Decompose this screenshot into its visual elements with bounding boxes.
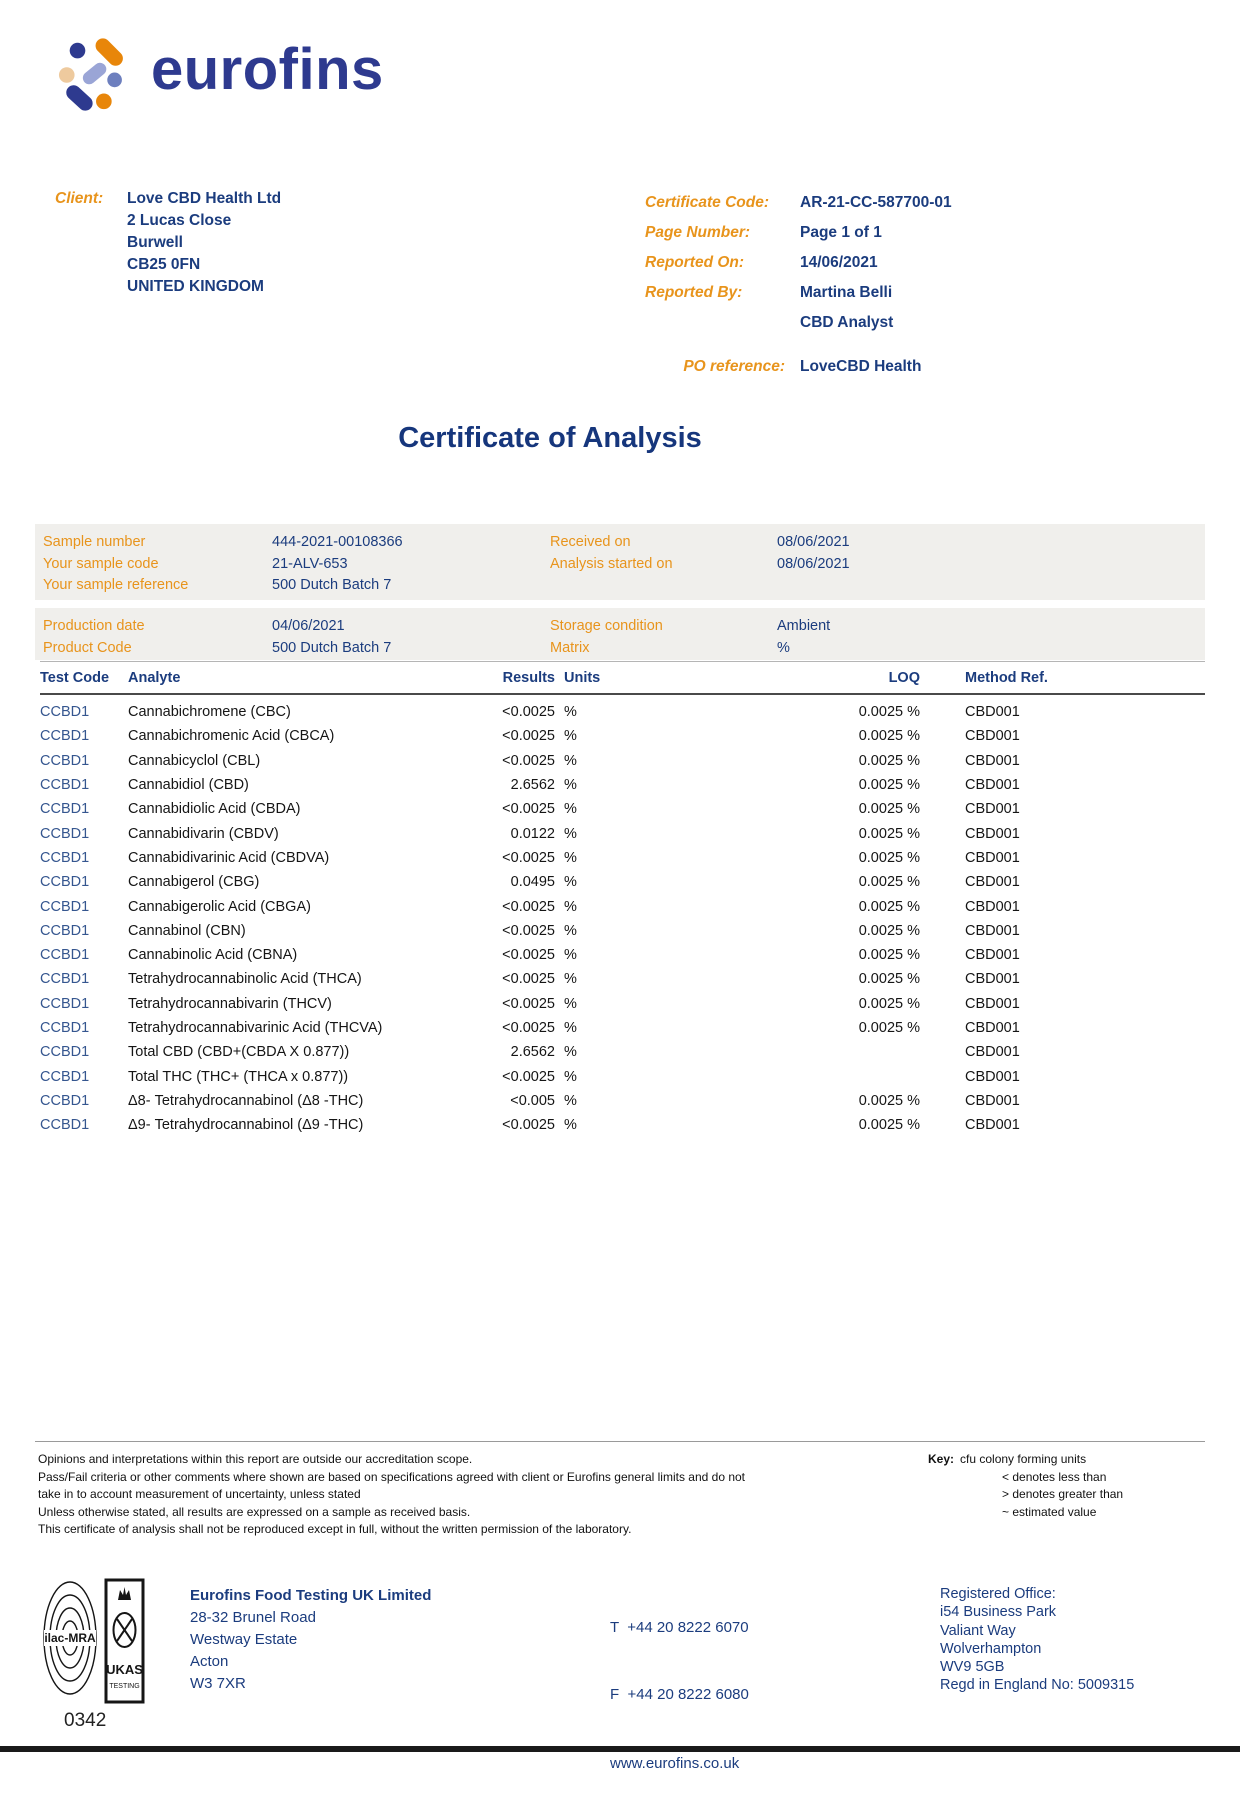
production-info-row <box>43 616 1205 638</box>
loq-cell: 0.0025 % <box>858 849 920 866</box>
info-label: Your sample reference <box>43 577 189 593</box>
loq-cell: 0.0025 % <box>858 704 920 721</box>
table-row <box>40 943 1205 967</box>
info-label: Product Code <box>43 639 132 656</box>
footer-company-name: Eurofins Food Testing UK Limited <box>190 1587 432 1604</box>
test-code-cell: CCBD1 <box>40 874 90 891</box>
report-meta-row <box>645 248 1205 278</box>
footer-registered-line: Regd in England No: 5009315 <box>940 1677 1135 1694</box>
loq-cell: 0.0025 % <box>858 1117 920 1134</box>
analyte-cell: Δ9- Tetrahydrocannabinol (Δ9 -THC) <box>128 1117 364 1134</box>
info-value: 08/06/2021 <box>777 534 850 550</box>
test-code-cell: CCBD1 <box>40 801 90 818</box>
info-label: Received on <box>550 534 631 550</box>
result-cell: <0.0025 <box>502 947 555 964</box>
loq-cell: 0.0025 % <box>858 1020 920 1036</box>
unit-cell: % <box>564 777 577 794</box>
info-value: Ambient <box>777 618 831 634</box>
unit-cell: % <box>564 1044 577 1061</box>
unit-cell: % <box>564 874 577 891</box>
sample-info-rows <box>43 532 1205 597</box>
analyte-cell: Cannabichromenic Acid (CBCA) <box>128 728 335 745</box>
footer-contact-block <box>610 1585 749 1806</box>
loq-cell: 0.0025 % <box>858 898 920 915</box>
unit-cell: % <box>564 849 577 866</box>
analyte-cell: Δ8- Tetrahydrocannabinol (Δ8 -THC) <box>128 1092 364 1109</box>
test-code-cell: CCBD1 <box>40 971 90 988</box>
key-item: > denotes greater than <box>1002 1487 1124 1502</box>
info-value: 500 Dutch Batch 7 <box>272 639 392 656</box>
footer-company-block <box>190 1585 431 1695</box>
page-bottom-edge <box>0 1746 1240 1752</box>
result-cell: <0.0025 <box>502 1020 555 1036</box>
analyte-cell: Cannabidiol (CBD) <box>128 777 249 794</box>
unit-cell: % <box>564 898 577 915</box>
method-ref-cell: CBD001 <box>965 1068 1020 1085</box>
client-address <box>127 188 281 298</box>
table-row <box>40 846 1205 870</box>
disclaimer-line: Pass/Fail criteria or other comments where shown are based on specifications agreed with client or Eurofins general limits and do not <box>38 1469 746 1484</box>
analyte-cell: Cannabigerolic Acid (CBGA) <box>128 898 311 915</box>
analyte-cell: Cannabidivarin (CBDV) <box>128 825 279 842</box>
report-meta-rows <box>645 188 1205 338</box>
loq-cell: 0.0025 % <box>858 947 920 964</box>
analyte-cell: Total THC (THC+ (THCA x 0.877)) <box>128 1068 349 1085</box>
method-ref-cell: CBD001 <box>965 995 1020 1012</box>
loq-cell: 0.0025 % <box>858 971 920 988</box>
footer-registered-lines <box>940 1585 1134 1695</box>
analyte-cell: Cannabidivarinic Acid (CBDVA) <box>128 849 330 866</box>
method-ref-cell: CBD001 <box>965 728 1020 745</box>
footer-address-line: W3 7XR <box>190 1675 246 1692</box>
test-code-cell: CCBD1 <box>40 898 90 915</box>
method-ref-cell: CBD001 <box>965 922 1020 939</box>
info-value: 444-2021-00108366 <box>272 534 403 550</box>
report-meta-row <box>645 218 1205 248</box>
report-meta-row <box>645 278 1205 308</box>
table-row <box>40 1064 1205 1088</box>
meta-value: 14/06/2021 <box>800 254 878 271</box>
ukas-accreditation-number: 0342 <box>64 1710 107 1731</box>
disclaimer-line: take in to account measurement of uncertainty, unless stated <box>38 1487 361 1502</box>
meta-value: Page 1 of 1 <box>800 224 882 241</box>
po-reference-value: LoveCBD Health <box>800 358 922 375</box>
method-ref-cell: CBD001 <box>965 849 1020 866</box>
meta-value: AR-21-CC-587700-01 <box>800 194 952 211</box>
test-code-cell: CCBD1 <box>40 777 90 794</box>
client-label: Client: <box>55 190 104 207</box>
table-row <box>40 992 1205 1016</box>
disclaimer-block <box>38 1451 833 1539</box>
info-value: % <box>777 639 790 656</box>
col-header-test-code: Test Code <box>40 670 110 686</box>
method-ref-cell: CBD001 <box>965 801 1020 818</box>
eurofins-dots-icon <box>57 34 139 116</box>
meta-label: Reported By: <box>645 284 743 301</box>
col-header-method-ref: Method Ref. <box>965 670 1048 686</box>
result-cell: <0.0025 <box>502 922 555 939</box>
loq-cell: 0.0025 % <box>858 1092 920 1109</box>
loq-cell: 0.0025 % <box>858 728 920 745</box>
key-block <box>928 1451 1123 1521</box>
unit-cell: % <box>564 1020 577 1036</box>
info-label: Your sample code <box>43 555 159 572</box>
result-cell: <0.0025 <box>502 1117 555 1134</box>
accreditation-logos-icon <box>43 1578 145 1706</box>
meta-label: Reported On: <box>645 254 745 271</box>
info-value <box>777 575 1205 597</box>
method-ref-cell: CBD001 <box>965 1117 1020 1134</box>
info-value: 08/06/2021 <box>777 555 850 572</box>
test-code-cell: CCBD1 <box>40 995 90 1012</box>
key-first-value: cfu colony forming units <box>960 1452 1087 1466</box>
table-row <box>40 773 1205 797</box>
table-row <box>40 919 1205 943</box>
sample-info-row <box>43 532 1205 554</box>
client-address-line: UNITED KINGDOM <box>127 278 264 295</box>
footer-registered-line: Registered Office: <box>940 1586 1056 1602</box>
footer-company-address <box>190 1607 431 1695</box>
result-cell: <0.0025 <box>502 849 555 866</box>
result-cell: 0.0495 <box>510 874 555 891</box>
production-info-rows <box>43 616 1205 659</box>
po-reference-label: PO reference: <box>683 358 785 375</box>
unit-cell: % <box>564 947 577 964</box>
svg-text:ilac-MRA: ilac-MRA <box>44 1631 96 1645</box>
loq-cell: 0.0025 % <box>858 801 920 818</box>
table-row <box>40 749 1205 773</box>
results-table <box>40 661 1205 1137</box>
table-row <box>40 870 1205 894</box>
test-code-cell: CCBD1 <box>40 922 90 939</box>
eurofins-logo <box>57 34 384 116</box>
client-block <box>55 188 281 298</box>
unit-cell: % <box>564 728 577 745</box>
footer-registered-line: Valiant Way <box>940 1622 1016 1639</box>
analyte-cell: Cannabidiolic Acid (CBDA) <box>128 801 301 818</box>
key-item: < denotes less than <box>1002 1469 1107 1484</box>
table-row <box>40 1016 1205 1040</box>
test-code-cell: CCBD1 <box>40 825 90 842</box>
analyte-cell: Total CBD (CBD+(CBDA X 0.877)) <box>128 1044 350 1061</box>
col-header-analyte: Analyte <box>128 670 181 686</box>
method-ref-cell: CBD001 <box>965 1020 1020 1036</box>
production-info-row <box>43 638 1205 660</box>
result-cell: <0.0025 <box>502 801 555 818</box>
result-cell: <0.0025 <box>502 728 555 745</box>
loq-cell: 0.0025 % <box>858 825 920 842</box>
analyte-cell: Cannabinol (CBN) <box>128 922 246 939</box>
test-code-cell: CCBD1 <box>40 947 90 964</box>
analyte-cell: Tetrahydrocannabivarin (THCV) <box>128 995 332 1012</box>
analyte-cell: Cannabinolic Acid (CBNA) <box>128 947 298 964</box>
unit-cell: % <box>564 825 577 842</box>
sample-info-block <box>35 524 1205 600</box>
loq-cell: 0.0025 % <box>858 922 920 939</box>
method-ref-cell: CBD001 <box>965 825 1020 842</box>
results-table-header <box>40 661 1205 695</box>
unit-cell: % <box>564 1068 577 1085</box>
sample-info-row <box>43 554 1205 576</box>
result-cell: <0.0025 <box>502 995 555 1012</box>
test-code-cell: CCBD1 <box>40 1068 90 1085</box>
unit-cell: % <box>564 971 577 988</box>
disclaimer-lines <box>38 1451 833 1539</box>
test-code-cell: CCBD1 <box>40 849 90 866</box>
eurofins-logotype: eurofins <box>151 37 384 102</box>
table-row <box>40 797 1205 821</box>
analyte-cell: Tetrahydrocannabinolic Acid (THCA) <box>128 971 362 988</box>
test-code-cell: CCBD1 <box>40 704 90 721</box>
result-cell: <0.0025 <box>502 704 555 721</box>
unit-cell: % <box>564 801 577 818</box>
unit-cell: % <box>564 995 577 1012</box>
table-row <box>40 1089 1205 1113</box>
info-label: Sample number <box>43 534 146 550</box>
info-value: 04/06/2021 <box>272 618 345 634</box>
meta-label: Page Number: <box>645 224 751 241</box>
page-title: Certificate of Analysis <box>398 422 702 454</box>
info-label: Matrix <box>550 639 590 656</box>
test-code-cell: CCBD1 <box>40 728 90 745</box>
method-ref-cell: CBD001 <box>965 752 1020 769</box>
po-reference-row <box>645 352 1205 382</box>
col-header-results: Results <box>502 670 555 686</box>
footer-registered-line: WV9 5GB <box>940 1659 1005 1676</box>
method-ref-cell: CBD001 <box>965 874 1020 891</box>
analyte-cell: Cannabigerol (CBG) <box>128 874 260 891</box>
analyte-cell: Cannabichromene (CBC) <box>128 704 291 721</box>
unit-cell: % <box>564 1092 577 1109</box>
result-cell: <0.0025 <box>502 971 555 988</box>
footer-registered-line: i54 Business Park <box>940 1604 1057 1621</box>
result-cell: <0.0025 <box>502 752 555 769</box>
table-row <box>40 724 1205 748</box>
analyte-cell: Tetrahydrocannabivarinic Acid (THCVA) <box>128 1020 383 1036</box>
loq-cell: 0.0025 % <box>858 752 920 769</box>
method-ref-cell: CBD001 <box>965 1092 1020 1109</box>
disclaimer-line: Opinions and interpretations within this report are outside our accreditation scope. <box>38 1452 473 1466</box>
result-cell: <0.005 <box>510 1092 555 1109</box>
footer-address-line: Westway Estate <box>190 1631 298 1648</box>
client-address-line: Love CBD Health Ltd <box>127 190 282 207</box>
result-cell: 0.0122 <box>510 825 555 842</box>
footer-website: www.eurofins.co.uk <box>610 1755 740 1772</box>
method-ref-cell: CBD001 <box>965 777 1020 794</box>
result-cell: <0.0025 <box>502 1068 555 1085</box>
disclaimer-divider <box>35 1441 1205 1442</box>
footer-address-line: 28-32 Brunel Road <box>190 1609 316 1626</box>
test-code-cell: CCBD1 <box>40 1092 90 1109</box>
loq-cell: 0.0025 % <box>858 874 920 891</box>
result-cell: 2.6562 <box>510 1044 555 1061</box>
unit-cell: % <box>564 704 577 721</box>
test-code-cell: CCBD1 <box>40 1020 90 1036</box>
results-table-body <box>40 700 1205 1137</box>
meta-label: Certificate Code: <box>645 194 770 211</box>
unit-cell: % <box>564 922 577 939</box>
info-value: 500 Dutch Batch 7 <box>272 577 392 593</box>
footer-address-line: Acton <box>190 1653 229 1670</box>
client-address-line: CB25 0FN <box>127 256 201 273</box>
method-ref-cell: CBD001 <box>965 704 1020 721</box>
disclaimer-line: Unless otherwise stated, all results are expressed on a sample as received basis. <box>38 1504 471 1519</box>
meta-label <box>645 308 800 338</box>
info-value: 21-ALV-653 <box>272 555 348 572</box>
info-label: Production date <box>43 618 145 634</box>
client-address-line: Burwell <box>127 234 183 251</box>
table-row <box>40 821 1205 845</box>
key-items <box>928 1469 1123 1522</box>
table-row <box>40 1040 1205 1064</box>
footer-registered-line: Wolverhampton <box>940 1640 1042 1657</box>
client-address-line: 2 Lucas Close <box>127 212 232 229</box>
unit-cell: % <box>564 752 577 769</box>
table-row <box>40 1113 1205 1137</box>
report-meta-row <box>645 308 1205 338</box>
key-label: Key: <box>928 1452 955 1466</box>
result-cell: <0.0025 <box>502 898 555 915</box>
key-first-line <box>928 1451 1123 1469</box>
info-label <box>550 575 777 597</box>
info-label: Analysis started on <box>550 555 673 572</box>
result-cell: 2.6562 <box>510 777 555 794</box>
info-label: Storage condition <box>550 618 663 634</box>
footer-registered-office-block <box>940 1585 1134 1695</box>
method-ref-cell: CBD001 <box>965 898 1020 915</box>
key-item: ~ estimated value <box>1002 1504 1097 1519</box>
table-row <box>40 894 1205 918</box>
disclaimer-line: This certificate of analysis shall not be reproduced except in full, without the written permission of the laboratory. <box>38 1522 632 1537</box>
method-ref-cell: CBD001 <box>965 947 1020 964</box>
report-meta-row <box>645 188 1205 218</box>
meta-value: Martina Belli <box>800 284 893 301</box>
loq-cell: 0.0025 % <box>858 777 920 794</box>
svg-text:TESTING: TESTING <box>109 1683 140 1690</box>
sample-info-row <box>43 575 1205 597</box>
table-row <box>40 700 1205 724</box>
loq-cell: 0.0025 % <box>858 995 920 1012</box>
table-row <box>40 967 1205 991</box>
footer-fax: F +44 20 8222 6080 <box>610 1686 749 1703</box>
test-code-cell: CCBD1 <box>40 1044 90 1061</box>
meta-value: CBD Analyst <box>800 314 894 331</box>
method-ref-cell: CBD001 <box>965 1044 1020 1061</box>
test-code-cell: CCBD1 <box>40 752 90 769</box>
test-code-cell: CCBD1 <box>40 1117 90 1134</box>
footer-phone: T +44 20 8222 6070 <box>610 1619 749 1636</box>
col-header-loq: LOQ <box>888 670 920 686</box>
production-info-block <box>35 608 1205 660</box>
col-header-units: Units <box>564 670 601 686</box>
svg-text:UKAS: UKAS <box>106 1662 143 1677</box>
method-ref-cell: CBD001 <box>965 971 1020 988</box>
unit-cell: % <box>564 1117 577 1134</box>
report-meta-block <box>645 188 1205 382</box>
analyte-cell: Cannabicyclol (CBL) <box>128 752 261 769</box>
